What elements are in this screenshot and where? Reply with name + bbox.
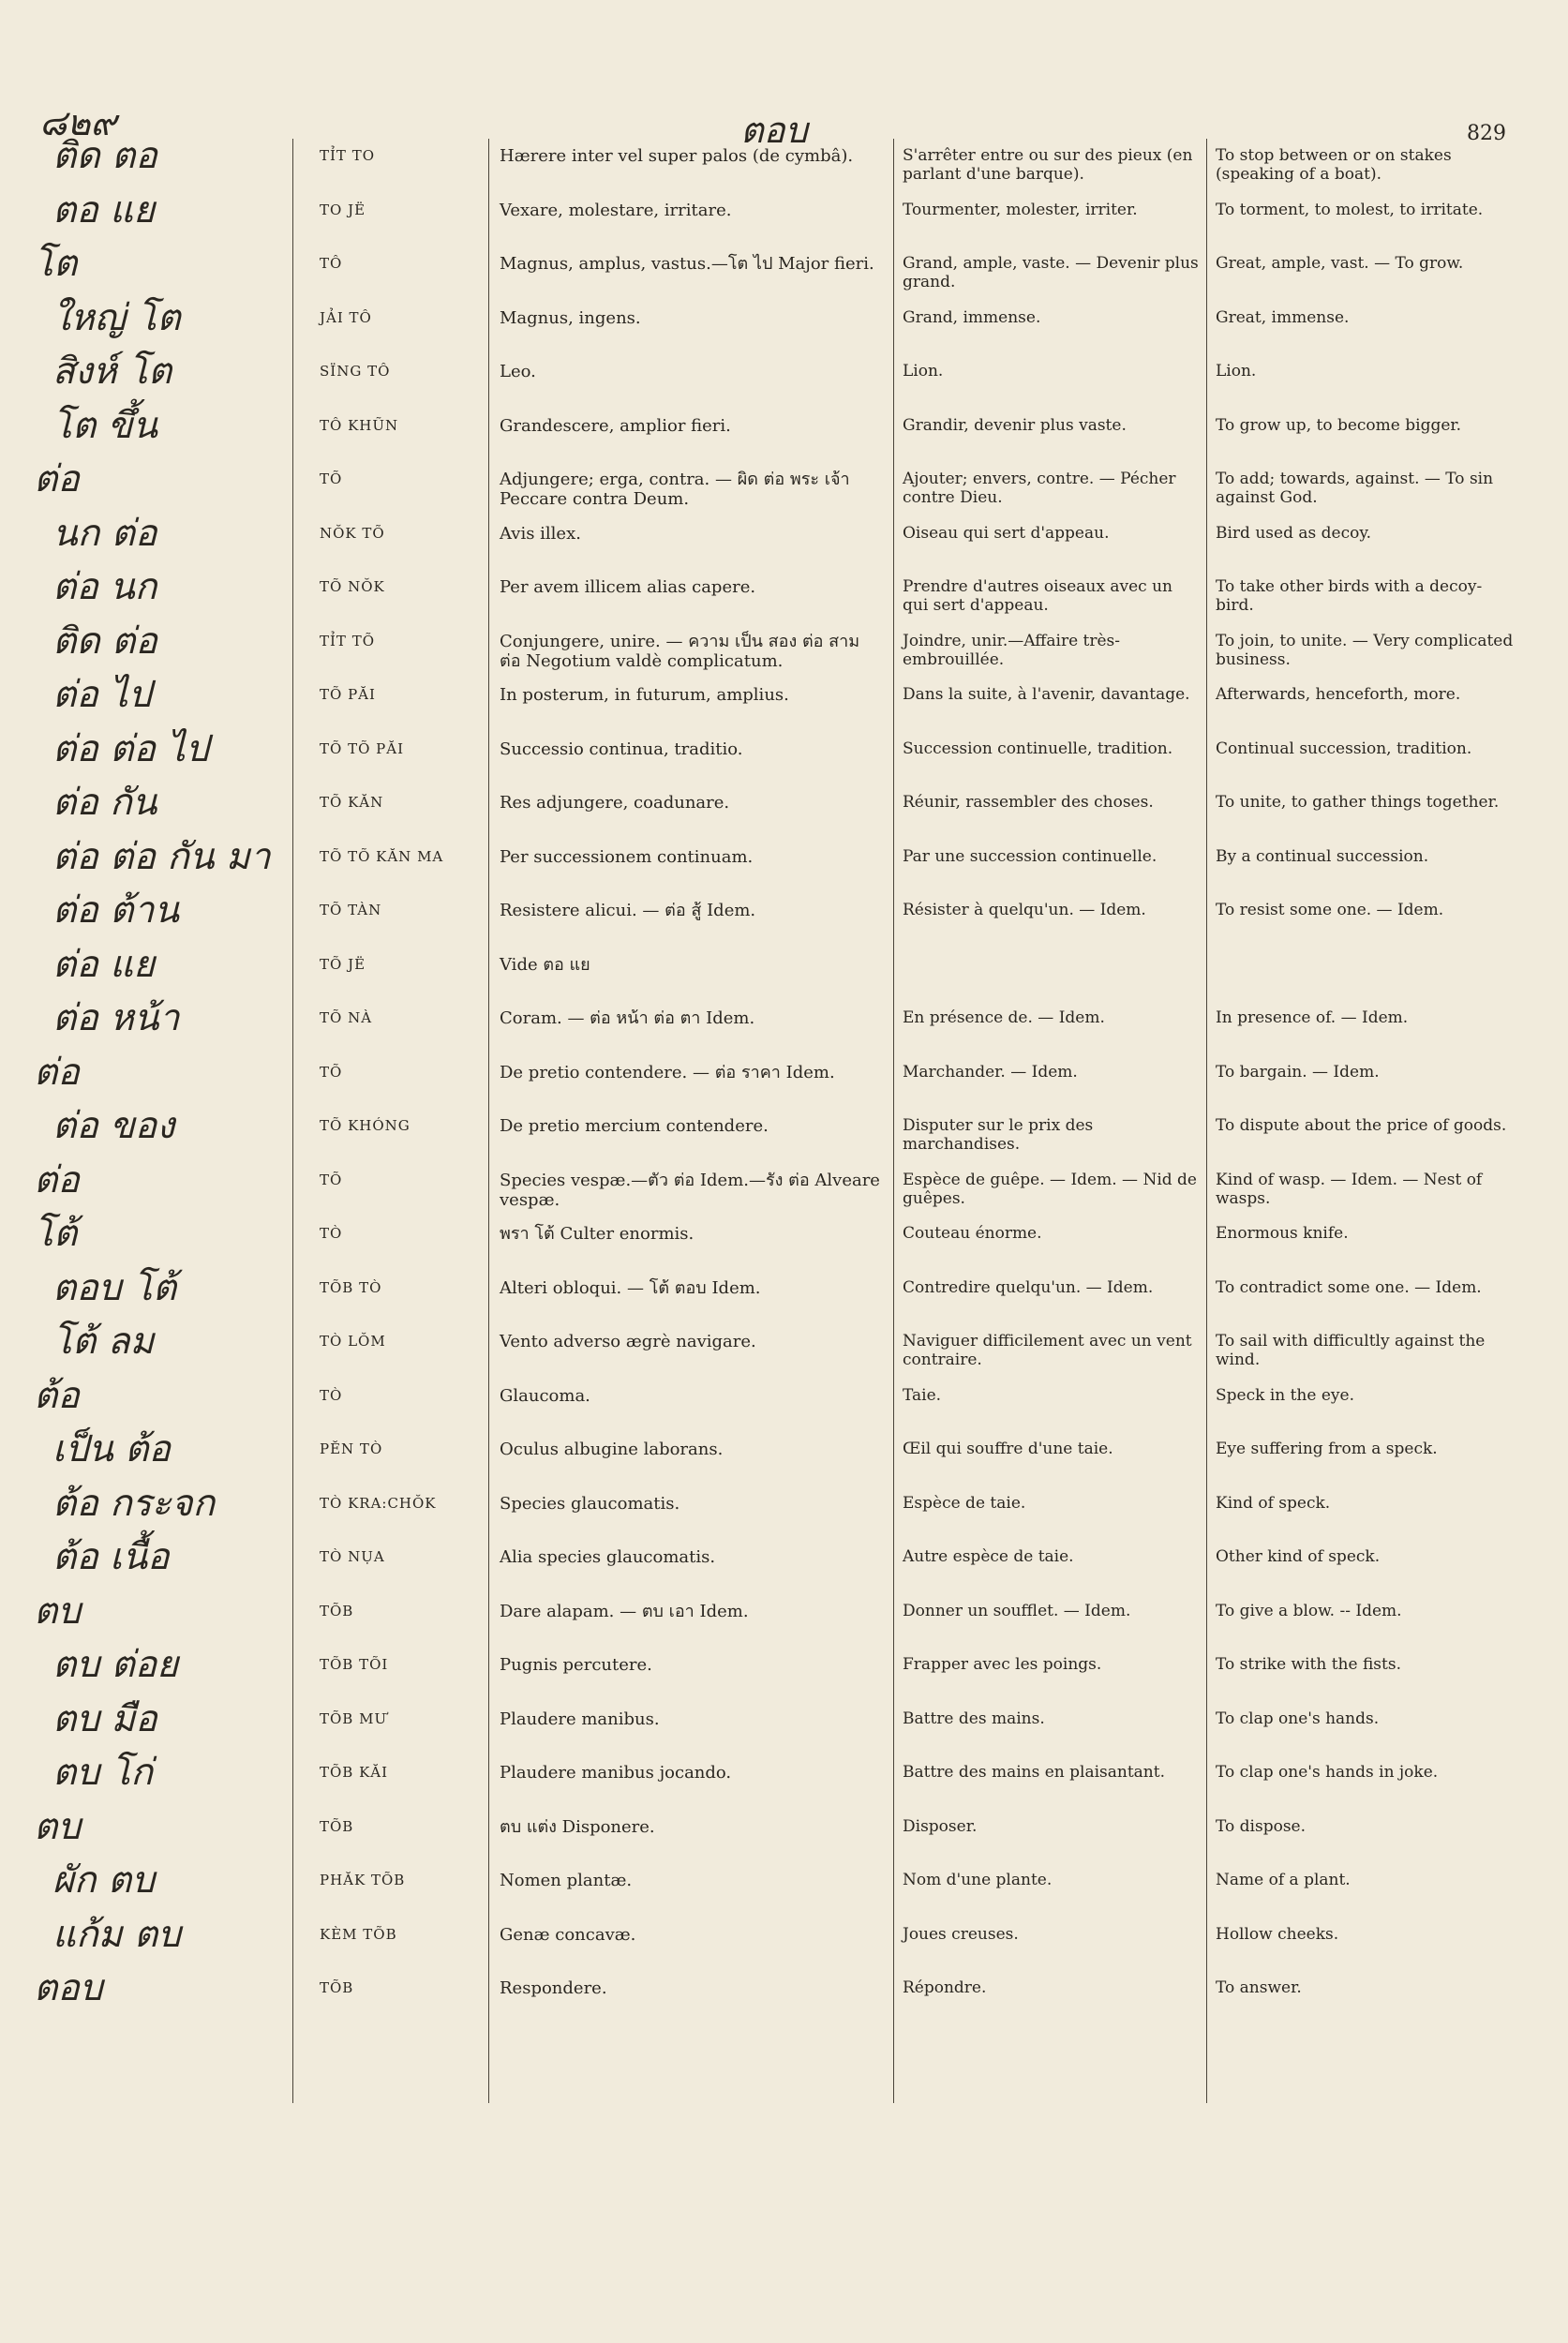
thai-headword: ต้อ เนื้อ (52, 1536, 170, 1578)
entry-row (0, 782, 1568, 841)
latin-definition: Conjungere, unire. — ความ เป็น สอง ต่อ สาม ต่อ Negotium valdè complicatum. (500, 631, 860, 671)
thai-headword: เป็น ต้อ (52, 1428, 171, 1470)
french-definition: En présence de. — Idem. (903, 1008, 1105, 1027)
english-definition: In presence of. — Idem. (1216, 1008, 1409, 1027)
thai-headword: ต่อ (34, 458, 80, 500)
entry-row (0, 1697, 1568, 1757)
entry-row (0, 1051, 1568, 1111)
french-definition: Joues creuses. (903, 1924, 1019, 1944)
french-definition: Naviguer difficilement avec un vent contraire. (903, 1332, 1192, 1370)
latin-definition: Leo. (500, 362, 536, 381)
english-definition: Kind of wasp. — Idem. — Nest of wasps. (1216, 1170, 1483, 1208)
french-definition: Autre espèce de taie. (903, 1547, 1074, 1566)
romanization: NŎK TÕ (320, 524, 385, 542)
english-definition: To add; towards, against. — To sin against God. (1216, 470, 1494, 508)
english-definition: To bargain. — Idem. (1216, 1062, 1380, 1082)
thai-page-number: ๘๒๙ (39, 102, 117, 143)
entry-row (0, 135, 1568, 194)
french-definition: Répondre. (903, 1978, 987, 1997)
english-definition: To unite, to gather things together. (1216, 793, 1500, 812)
english-definition: Eye suffering from a speck. (1216, 1440, 1438, 1458)
romanization: TÕB (320, 1602, 354, 1619)
romanization: TỈT TÕ (320, 632, 376, 649)
latin-definition: Per successionem continuam. (500, 846, 754, 867)
romanization: TÕB TÒ (320, 1278, 382, 1296)
english-definition: Great, immense. (1216, 307, 1350, 327)
romanization: TÕ (320, 1063, 343, 1081)
thai-headword: ตบ ต่อย (52, 1644, 179, 1686)
thai-headword: ต่อ (34, 1051, 80, 1094)
romanization: TÕ KĂN (320, 794, 384, 811)
entry-row (0, 1266, 1568, 1326)
latin-definition: Magnus, ingens. (500, 307, 641, 328)
entry-row (0, 943, 1568, 1003)
english-definition: Name of a plant. (1216, 1871, 1351, 1889)
thai-headword: โต้ (34, 1213, 78, 1255)
romanization: TÕ KHÓNG (320, 1117, 411, 1134)
french-definition: Contredire quelqu'un. — Idem. (903, 1277, 1154, 1297)
thai-headword: ต่อ นก (52, 566, 157, 608)
english-definition: To clap one's hands. (1216, 1709, 1380, 1728)
entry-row (0, 1644, 1568, 1703)
english-definition: To answer. (1216, 1978, 1302, 1997)
latin-definition: Alteri obloqui. — โต้ ตอบ Idem. (500, 1277, 761, 1298)
romanization: KÈM TÕB (320, 1925, 397, 1943)
entry-row (0, 1589, 1568, 1649)
thai-headword: โต ขึ้น (52, 404, 157, 447)
latin-definition: Grandescere, amplior fieri. (500, 415, 731, 436)
french-definition: Couteau énorme. (903, 1224, 1042, 1243)
english-definition: To join, to unite. — Very complicated business. (1216, 631, 1514, 669)
entry-row (0, 566, 1568, 625)
entry-row (0, 727, 1568, 787)
romanization: TỈT TO (320, 147, 376, 164)
latin-definition: Avis illex. (500, 523, 581, 544)
romanization: TÒ LŎM (320, 1333, 386, 1350)
french-definition: Résister à quelqu'un. — Idem. (903, 901, 1146, 919)
entry-row (0, 1859, 1568, 1918)
romanization: JẢI TÔ (320, 308, 372, 326)
english-definition: Kind of speck. (1216, 1493, 1331, 1513)
french-definition: Réunir, rassembler des choses. (903, 793, 1154, 812)
thai-headword: สิงห์ โต (52, 351, 172, 393)
english-definition: Enormous knife. (1216, 1224, 1349, 1243)
latin-definition: Vexare, molestare, irritare. (500, 200, 732, 220)
latin-definition: Per avem illicem alias capere. (500, 577, 756, 597)
french-definition: Joindre, unir.—Affaire très-embrouillée. (903, 631, 1121, 669)
romanization: TÕ PĂI (320, 686, 376, 703)
thai-headword: ตอบ โต้ (52, 1266, 177, 1309)
entry-row (0, 835, 1568, 895)
english-definition: To give a blow. -- Idem. (1216, 1601, 1402, 1620)
entry-row (0, 889, 1568, 948)
french-definition: Nom d'une plante. (903, 1871, 1053, 1889)
english-definition: Afterwards, henceforth, more. (1216, 685, 1461, 704)
thai-headword: ผัก ตบ (52, 1859, 155, 1902)
latin-definition: Vento adverso ægrè navigare. (500, 1332, 756, 1351)
english-definition: To strike with the fists. (1216, 1655, 1401, 1674)
english-definition: Lion. (1216, 362, 1257, 381)
entry-row (0, 512, 1568, 572)
thai-headword: ตบ (34, 1589, 82, 1633)
thai-headword: ตบ โก่ (52, 1752, 154, 1794)
french-definition: Oiseau qui sert d'appeau. (903, 523, 1110, 543)
thai-headword: โต้ ลม (52, 1321, 155, 1363)
thai-headword: นก ต่อ (52, 512, 157, 555)
english-definition: To dispute about the price of goods. (1216, 1116, 1507, 1135)
latin-definition: In posterum, in futurum, amplius. (500, 685, 789, 705)
latin-definition: De pretio contendere. — ต่อ ราคา Idem. (500, 1062, 835, 1082)
latin-definition: Vide ตอ แย (500, 954, 590, 975)
english-definition: Bird used as decoy. (1216, 523, 1372, 543)
english-definition: To stop between or on stakes (speaking of a boat). (1216, 146, 1452, 185)
thai-headword: ตบ (34, 1805, 82, 1848)
english-definition: Great, ample, vast. — To grow. (1216, 254, 1464, 273)
entry-row (0, 1482, 1568, 1542)
french-definition: Lion. (903, 362, 944, 381)
latin-definition: Plaudere manibus jocando. (500, 1763, 732, 1783)
romanization: SÏNG TÔ (320, 363, 391, 380)
entry-row (0, 243, 1568, 302)
french-definition: Ajouter; envers, contre. — Pécher contre Dieu. (903, 470, 1176, 508)
latin-definition: Hærere inter vel super palos (de cymbâ). (500, 146, 854, 166)
latin-definition: De pretio mercium contendere. (500, 1116, 769, 1136)
french-definition: Donner un soufflet. — Idem. (903, 1601, 1131, 1620)
latin-definition: Nomen plantæ. (500, 1871, 633, 1890)
entry-row (0, 404, 1568, 464)
latin-definition: Species glaucomatis. (500, 1493, 680, 1514)
romanization: TÒ NỤA (320, 1548, 385, 1565)
thai-headword: แก้ม ตบ (52, 1913, 181, 1956)
entry-row (0, 1321, 1568, 1380)
entry-row (0, 1158, 1568, 1218)
latin-definition: Genæ concavæ. (500, 1924, 636, 1945)
french-definition: Battre des mains. (903, 1709, 1045, 1728)
latin-definition: Alia species glaucomatis. (500, 1547, 716, 1567)
thai-headword: ติด ตอ (52, 135, 157, 177)
romanization: TÒ KRA:CHŎK (320, 1494, 437, 1512)
latin-definition: Res adjungere, coadunare. (500, 793, 730, 813)
thai-headword: ต่อ กัน (52, 782, 157, 824)
thai-headword: ติด ต่อ (52, 619, 157, 663)
latin-definition: Species vespæ.—ตัว ต่อ Idem.—รัง ต่อ Alveare vespæ. (500, 1170, 880, 1210)
english-definition: By a continual succession. (1216, 846, 1429, 866)
french-definition: Frapper avec les poings. (903, 1655, 1102, 1674)
thai-headword: ต่อ (34, 1158, 80, 1201)
latin-definition: Oculus albugine laborans. (500, 1440, 724, 1459)
latin-definition: พรา โต้ Culter enormis. (500, 1224, 694, 1244)
entry-row (0, 1913, 1568, 1973)
romanization: PĔN TÒ (320, 1440, 383, 1457)
french-definition: Succession continuelle, tradition. (903, 739, 1173, 758)
entry-row (0, 997, 1568, 1056)
romanization: TÕ TÀN (320, 902, 382, 918)
latin-definition: Plaudere manibus. (500, 1709, 660, 1729)
romanization: TÔ (320, 255, 343, 272)
entry-row (0, 1752, 1568, 1811)
english-definition: To contradict some one. — Idem. (1216, 1277, 1482, 1297)
romanization: TÔ KHŨN (320, 416, 399, 434)
thai-headword: ต้อ (34, 1374, 80, 1417)
romanization: TÕB (320, 1979, 354, 1996)
thai-headword: โต (34, 243, 78, 285)
romanization: TÒ (320, 1225, 343, 1242)
romanization: TÕ NÀ (320, 1009, 373, 1026)
thai-headword: ต่อ ไป (52, 674, 152, 716)
thai-headword: ต่อ ต้าน (52, 889, 180, 932)
latin-definition: Glaucoma. (500, 1385, 590, 1406)
french-definition: Espèce de guêpe. — Idem. — Nid de guêpes. (903, 1170, 1197, 1208)
entry-row (0, 458, 1568, 517)
english-definition: To take other birds with a decoy-bird. (1216, 577, 1483, 616)
romanization: TÕ NŎK (320, 578, 385, 595)
entry-row (0, 351, 1568, 410)
entry-row (0, 1374, 1568, 1434)
french-definition: Disposer. (903, 1816, 978, 1836)
french-definition: Grandir, devenir plus vaste. (903, 415, 1127, 435)
romanization: PHĂK TÕB (320, 1872, 406, 1888)
latin-definition: Successio continua, traditio. (500, 739, 743, 759)
entry-row (0, 1536, 1568, 1595)
latin-definition: Magnus, amplus, vastus.—โต ไป Major fieri. (500, 254, 874, 274)
thai-headword: ใหญ่ โต (52, 296, 181, 339)
latin-definition: Pugnis percutere. (500, 1655, 652, 1675)
entry-row (0, 1428, 1568, 1487)
thai-headword: ต้อ กระจก (52, 1482, 216, 1525)
romanization: TÕ TÕ KĂN MA (320, 847, 444, 865)
latin-definition: ตบ แต่ง Disponere. (500, 1816, 655, 1837)
romanization: TÕB KĂI (320, 1764, 389, 1781)
english-definition: To dispose. (1216, 1816, 1307, 1836)
entry-row (0, 1805, 1568, 1865)
french-definition: Tourmenter, molester, irriter. (903, 200, 1138, 219)
romanization: TÕ (320, 470, 343, 487)
entry-row (0, 1105, 1568, 1164)
latin-definition: Adjungere; erga, contra. — ผิด ต่อ พระ เจ้า Peccare contra Deum. (500, 470, 850, 510)
english-definition: Speck in the eye. (1216, 1385, 1354, 1405)
entry-row (0, 1213, 1568, 1272)
thai-headword: ต่อ แย (52, 943, 156, 986)
french-definition: Grand, ample, vaste. — Devenir plus grand. (903, 254, 1199, 292)
french-definition: Grand, immense. (903, 307, 1041, 327)
french-definition: Marchander. — Idem. (903, 1062, 1078, 1082)
running-headword: ตอบ (740, 110, 808, 151)
entry-row (0, 1967, 1568, 2026)
english-definition: To clap one's hands in joke. (1216, 1763, 1439, 1782)
latin-definition: Coram. — ต่อ หน้า ต่อ ตา Idem. (500, 1008, 755, 1028)
thai-headword: ต่อ หน้า (52, 997, 180, 1039)
entry-row (0, 188, 1568, 248)
french-definition: Disputer sur le prix des marchandises. (903, 1116, 1094, 1155)
english-definition: To resist some one. — Idem. (1216, 901, 1444, 919)
thai-headword: ตบ มือ (52, 1697, 157, 1740)
english-definition: Other kind of speck. (1216, 1547, 1381, 1566)
french-definition: Espèce de taie. (903, 1493, 1026, 1513)
french-definition: S'arrêter entre ou sur des pieux (en parlant d'une barque). (903, 146, 1193, 185)
french-definition: Battre des mains en plaisantant. (903, 1763, 1165, 1782)
thai-headword: ต่อ ของ (52, 1105, 175, 1147)
thai-headword: ต่อ ต่อ ไป (52, 727, 209, 770)
romanization: TÕB MƯ (320, 1709, 388, 1727)
latin-definition: Dare alapam. — ตบ เอา Idem. (500, 1601, 749, 1621)
entry-row (0, 619, 1568, 679)
english-definition: To grow up, to become bigger. (1216, 415, 1462, 435)
english-definition: To sail with difficultly against the wind. (1216, 1332, 1486, 1370)
french-definition: Prendre d'autres oiseaux avec un qui sert d'appeau. (903, 577, 1172, 616)
english-definition: Continual succession, tradition. (1216, 739, 1472, 758)
latin-definition: Respondere. (500, 1978, 607, 1998)
french-definition: Dans la suite, à l'avenir, davantage. (903, 685, 1190, 704)
romanization: TÒ (320, 1386, 343, 1404)
romanization: TÕB TÕI (320, 1656, 389, 1673)
romanization: TÕ TÕ PĂI (320, 739, 404, 757)
romanization: TÕB (320, 1817, 354, 1835)
latin-definition: Resistere alicui. — ต่อ สู้ Idem. (500, 901, 756, 920)
english-definition: Hollow cheeks. (1216, 1924, 1339, 1944)
english-definition: To torment, to molest, to irritate. (1216, 200, 1484, 219)
french-definition: Œil qui souffre d'une taie. (903, 1440, 1113, 1458)
romanization: TÕ (320, 1171, 343, 1188)
entry-row (0, 296, 1568, 356)
romanization: TO JË (320, 201, 366, 218)
thai-headword: ตอบ (34, 1967, 103, 2009)
french-definition: Par une succession continuelle. (903, 846, 1157, 866)
romanization: TÕ JË (320, 955, 366, 973)
entry-row (0, 674, 1568, 733)
page-number: 829 (1467, 122, 1506, 145)
french-definition: Taie. (903, 1385, 942, 1405)
thai-headword: ตอ แย (52, 188, 156, 231)
thai-headword: ต่อ ต่อ กัน มา (52, 835, 271, 878)
